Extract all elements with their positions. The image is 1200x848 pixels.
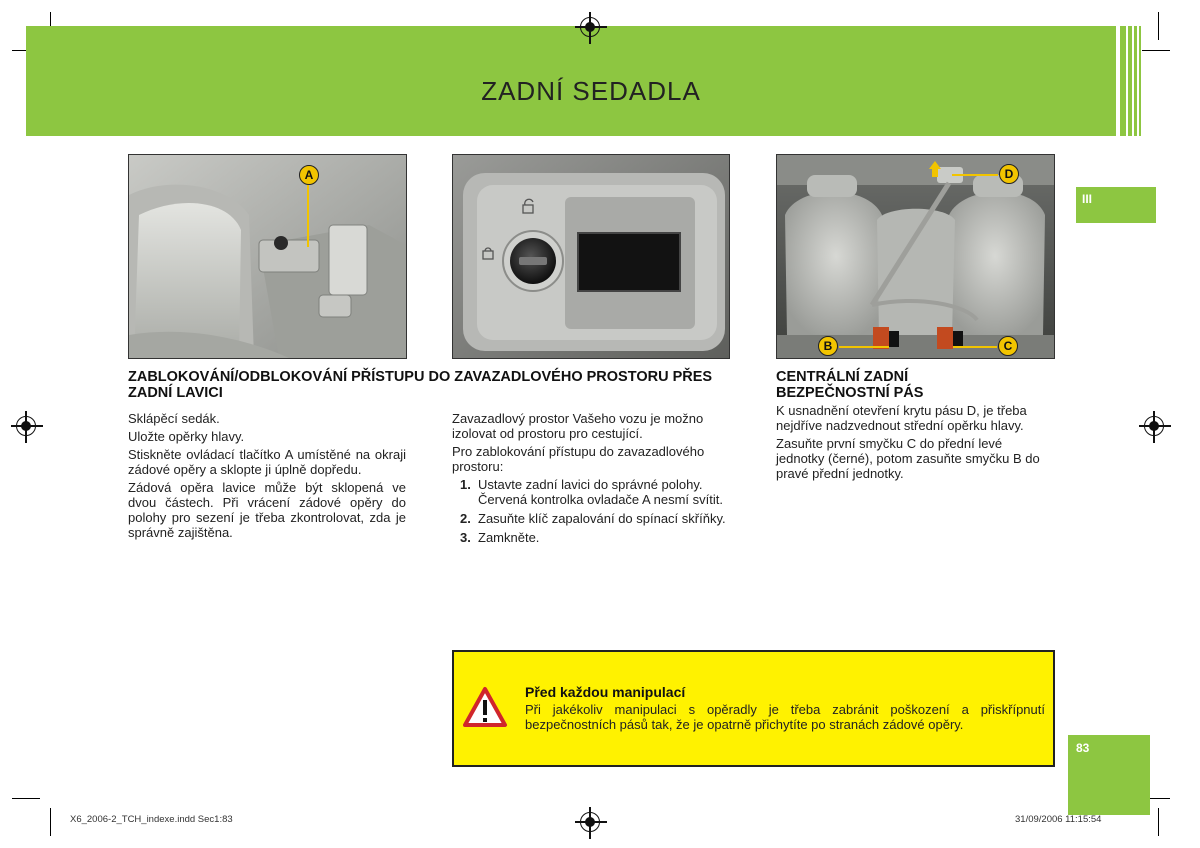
belt-instructions — [776, 403, 1054, 484]
warning-text: Při jakékoliv manipulaci s opěradly je třeba zabránit poškození a přiskřípnutí bezpečnostních pásů tak, že je opatrně přichytíte po stranách zádové opěry. — [525, 702, 1045, 732]
page-number-tab: 83 — [1068, 735, 1150, 815]
list-item: 1. Ustavte zadní lavici do správné polohy. Červená kontrolka ovladače A nesmí svítit. — [460, 477, 723, 507]
section-heading: CENTRÁLNÍ ZADNÍ BEZPEČNOSTNÍ PÁS — [776, 369, 924, 401]
paragraph: Zavazadlový prostor Vašeho vozu je možno izolovat od prostoru pro cestující. — [452, 411, 704, 441]
callout-leader — [307, 183, 309, 247]
registration-mark-icon — [580, 812, 600, 832]
registration-mark-icon — [1144, 416, 1164, 436]
list-item: 2. Zasuňte klíč zapalování do spínací skříňky. — [460, 511, 726, 526]
paragraph: Pro zablokování přístupu do zavazadlového prostoru: — [452, 444, 705, 474]
crop-mark — [12, 798, 40, 799]
lock-illustration — [453, 155, 729, 358]
seat-release-photo — [128, 154, 407, 359]
crop-mark — [1158, 12, 1159, 40]
registration-mark-icon — [580, 17, 600, 37]
callout-leader — [952, 174, 998, 176]
lock-photo — [452, 154, 730, 359]
instructions-column — [452, 411, 730, 549]
callout-c: C — [998, 336, 1018, 356]
callout-a: A — [299, 165, 319, 185]
warning-triangle-icon — [462, 686, 508, 728]
paragraph: Zasuňte první smyčku C do přední levé jednotky (černé), potom zasuňte smyčku B do pravé přední jednotky. — [776, 436, 1040, 481]
warning-box — [452, 650, 1055, 767]
callout-d: D — [999, 164, 1019, 184]
warning-title: Před každou manipulací — [525, 684, 686, 700]
section-heading: ZABLOKOVÁNÍ/ODBLOKOVÁNÍ PŘÍSTUPU DO ZAVAZADLOVÉHO PROSTORU PŘES ZADNÍ LAVICI — [128, 369, 713, 401]
rear-bench-photo — [776, 154, 1055, 359]
crop-mark — [1158, 808, 1159, 836]
callout-leader — [839, 346, 889, 348]
chapter-tab: III — [1076, 187, 1156, 223]
paragraph: Uložte opěrky hlavy. — [128, 429, 245, 444]
paragraph: Sklápěcí sedák. — [128, 411, 220, 426]
registration-mark-icon — [16, 416, 36, 436]
instructions-column — [128, 411, 406, 543]
paragraph: K usnadnění otevření krytu pásu D, je třeba nejdříve nadzvednout střední opěrku hlavy. — [776, 403, 1027, 433]
seat-release-illustration — [129, 155, 406, 358]
footer-date: 31/09/2006 11:15:54 — [1015, 814, 1102, 825]
paragraph: Zádová opěra lavice může být sklopená ve dvou částech. Při vrácení zádové opěry do polohy pro sezení je třeba zkontrolovat, zda je správně zajištěna. — [128, 480, 406, 540]
rear-bench-illustration — [777, 155, 1054, 358]
paragraph: Stiskněte ovládací tlačítko A umístěné na okraji zádové opěry a sklopte ji úplně dopředu. — [128, 447, 406, 477]
list-item: 3. Zamkněte. — [460, 530, 540, 545]
steps-list — [452, 477, 730, 545]
page-title: ZADNÍ SEDADLA — [481, 76, 701, 106]
crop-mark — [50, 808, 51, 836]
crop-mark — [1142, 50, 1170, 51]
callout-b: B — [818, 336, 838, 356]
footer-file: X6_2006-2_TCH_indexe.indd Sec1:83 — [70, 814, 233, 825]
callout-leader — [953, 346, 997, 348]
